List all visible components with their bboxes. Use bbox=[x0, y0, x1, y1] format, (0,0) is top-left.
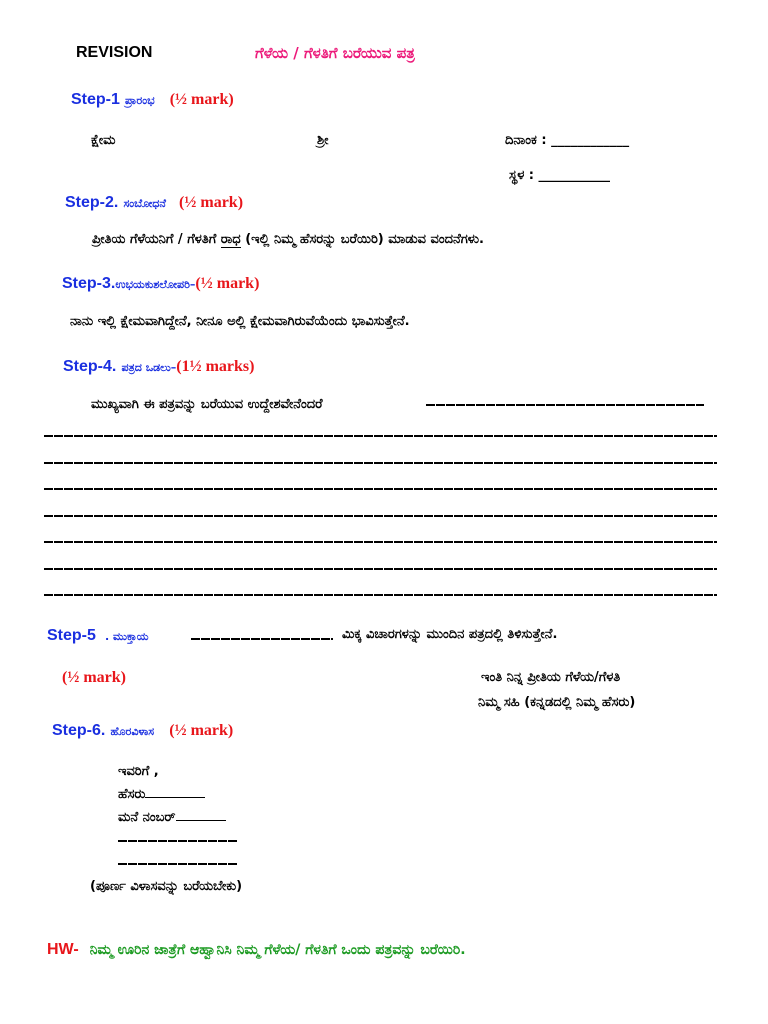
step5-mark: (½ mark) bbox=[62, 669, 126, 686]
address-house-line bbox=[118, 810, 226, 825]
place-field[interactable]: ___________ bbox=[538, 168, 611, 183]
step1-kshema: ಕ್ಷೇಮ bbox=[91, 133, 116, 148]
address-note: (ಪೂರ್ಣ ವಿಳಾಸವನ್ನು ಬರೆಯಬೇಕು) bbox=[90, 879, 243, 894]
step5-text: ಮಿಕ್ಕ ವಿಚಾರಗಳನ್ನು ಮುಂದಿನ ಪತ್ರದಲ್ಲಿ ತಿಳಿಸುತ್ತೇನೆ. bbox=[342, 627, 558, 642]
step4-heading bbox=[63, 356, 254, 376]
homework-text: ನಿಮ್ಮ ಊರಿನ ಜಾತ್ರೆಗೆ ಆಹ್ವಾನಿಸಿ ನಿಮ್ಮ ಗೆಳೆಯ/ ಗೆಳತಿಗೆ ಒಂದು ಪತ್ರವನ್ನು ಬರೆಯಿರಿ. bbox=[89, 942, 466, 958]
step6-name: ಹೊರವಿಳಾಸ bbox=[110, 725, 155, 738]
step2-label: Step-2. bbox=[65, 194, 119, 211]
address-name-label: ಹೆಸರು bbox=[118, 787, 146, 802]
homework-label: HW- bbox=[47, 941, 79, 958]
closing-line-1: ಇಂತಿ ನಿನ್ನ ಪ್ರೀತಿಯ ಗೆಳೆಯ/ಗೆಳತಿ bbox=[481, 670, 621, 685]
step4-intro: ಮುಖ್ಯವಾಗಿ ಈ ಪತ್ರವನ್ನು ಬರೆಯುವ ಉದ್ದೇಶವೇನೆಂದರೆ bbox=[91, 397, 323, 412]
address-to: ಇವರಿಗೆ , bbox=[118, 764, 159, 779]
step1-shri: ಶ್ರೀ bbox=[317, 133, 329, 148]
date-field[interactable]: ____________ bbox=[551, 133, 630, 148]
step3-mark: (½ mark) bbox=[195, 275, 260, 292]
step5-blank[interactable] bbox=[191, 638, 333, 640]
homework-line bbox=[47, 939, 466, 959]
date-label: ದಿನಾಂಕ : bbox=[505, 133, 547, 148]
place-label: ಸ್ಥಳ : bbox=[509, 168, 534, 183]
step3-heading bbox=[62, 273, 259, 293]
address-name-blank[interactable] bbox=[145, 797, 205, 798]
body-line[interactable] bbox=[44, 541, 717, 543]
body-line[interactable] bbox=[44, 568, 717, 570]
step3-name: ಉಭಯಕುಶಲೋಪರಿ– bbox=[115, 278, 196, 291]
step4-label: Step-4. bbox=[63, 358, 117, 375]
address-house-blank[interactable] bbox=[176, 820, 226, 821]
salutation-name: ರಾಧ bbox=[220, 232, 241, 247]
step5-name: . ಮುಕ್ತಾಯ bbox=[105, 630, 149, 643]
step2-salutation bbox=[92, 232, 484, 248]
step5-heading bbox=[47, 625, 149, 645]
step4-name: ಪತ್ರದ ಒಡಲು– bbox=[121, 361, 177, 374]
address-blank-line[interactable] bbox=[118, 840, 238, 842]
salutation-suffix: (ಇಲ್ಲಿ ನಿಮ್ಮ ಹೆಸರನ್ನು ಬರೆಯಿರಿ) ಮಾಡುವ ವಂದನೆಗಳು. bbox=[245, 232, 484, 247]
step2-name: ಸಂಬೋಧನೆ bbox=[123, 197, 166, 210]
revision-heading: REVISION bbox=[76, 44, 153, 61]
step1-heading bbox=[71, 89, 234, 109]
body-line[interactable] bbox=[44, 515, 717, 517]
step4-mark: (1½ marks) bbox=[176, 358, 255, 375]
address-house-label: ಮನೆ ನಂಬರ್ bbox=[118, 810, 176, 825]
step1-label: Step-1 bbox=[71, 91, 120, 108]
step1-mark: (½ mark) bbox=[169, 91, 234, 108]
step3-label: Step-3. bbox=[62, 275, 116, 292]
page-title: ಗೆಳೆಯ / ಗೆಳತಿಗೆ ಬರೆಯುವ ಪತ್ರ bbox=[255, 44, 415, 62]
step6-label: Step-6. bbox=[52, 722, 106, 739]
body-line[interactable] bbox=[44, 462, 717, 464]
step6-mark: (½ mark) bbox=[169, 722, 234, 739]
step2-mark: (½ mark) bbox=[179, 194, 244, 211]
place-line bbox=[509, 168, 610, 183]
body-line[interactable] bbox=[44, 488, 717, 490]
salutation-prefix: ಪ್ರೀತಿಯ ಗೆಳೆಯನಿಗೆ / ಗೆಳತಿಗೆ bbox=[92, 232, 217, 247]
address-blank-line[interactable] bbox=[118, 863, 238, 865]
body-line[interactable] bbox=[44, 435, 717, 437]
date-line bbox=[505, 133, 629, 148]
step3-text: ನಾನು ಇಲ್ಲಿ ಕ್ಷೇಮವಾಗಿದ್ದೇನೆ, ನೀನೂ ಅಲ್ಲಿ ಕ್ಷೇಮವಾಗಿರುವೆಯೆಂದು ಭಾವಿಸುತ್ತೇನೆ. bbox=[70, 314, 410, 329]
step5-label: Step-5 bbox=[47, 627, 96, 644]
step6-heading bbox=[52, 720, 233, 740]
address-name-line bbox=[118, 787, 205, 802]
closing-line-2: ನಿಮ್ಮ ಸಹಿ (ಕನ್ನಡದಲ್ಲಿ ನಿಮ್ಮ ಹೆಸರು) bbox=[478, 695, 636, 710]
step4-intro-blank[interactable] bbox=[426, 404, 704, 406]
body-line[interactable] bbox=[44, 594, 717, 596]
step1-name: ಪ್ರಾರಂಭ bbox=[125, 94, 155, 107]
step2-heading bbox=[65, 192, 243, 212]
